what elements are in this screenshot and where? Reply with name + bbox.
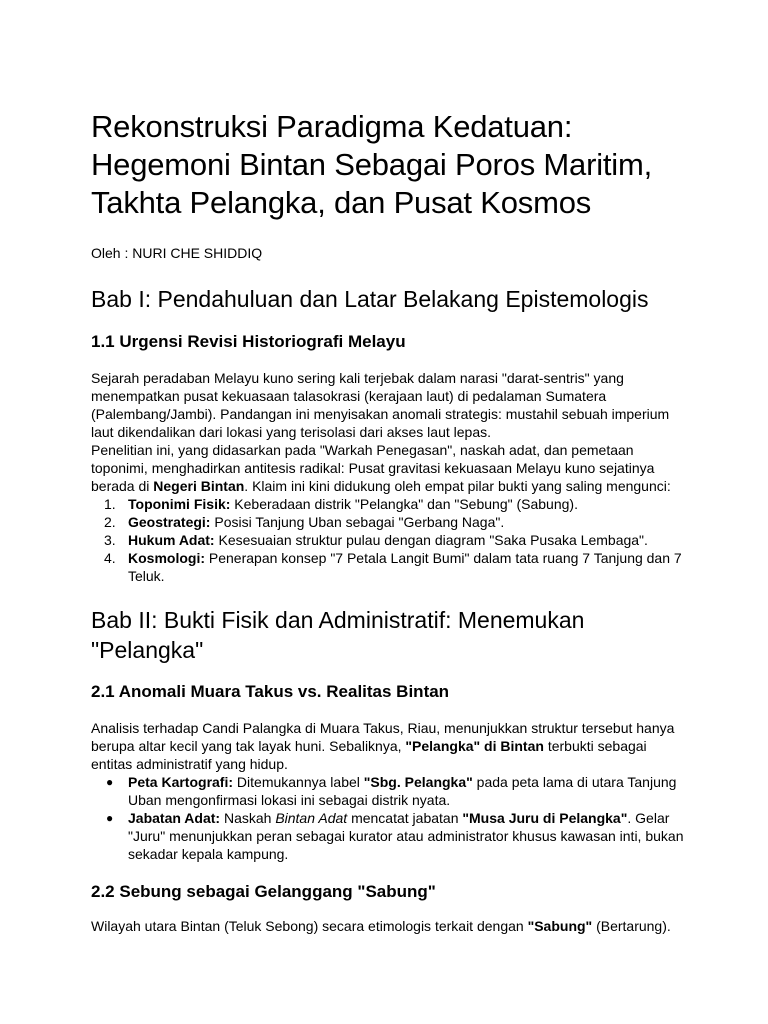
bold-term: "Musa Juru di Pelangka" bbox=[462, 810, 628, 826]
paragraph-text: (Bertarung). bbox=[592, 918, 671, 934]
list-item bbox=[91, 531, 691, 549]
list-item-text: Penerapan konsep "7 Petala Langit Bumi" dalam tata ruang 7 Tanjung dan 7 Teluk. bbox=[128, 550, 682, 584]
list-item-text: Naskah bbox=[220, 810, 276, 826]
document-content bbox=[91, 108, 691, 935]
list-number: 1. bbox=[104, 496, 116, 512]
list-item bbox=[91, 513, 691, 531]
list-item-text: pada peta lama di utara Tanjung Uban mengonfirmasi lokasi ini sebagai distrik nyata. bbox=[128, 774, 677, 808]
list-item-label: Geostrategi: bbox=[128, 514, 211, 530]
list-item-label: Jabatan Adat: bbox=[128, 810, 221, 826]
list-item bbox=[91, 809, 691, 863]
bold-term: Negeri Bintan bbox=[153, 478, 245, 494]
paragraph-text: Penelitian ini, yang didasarkan pada "Warkah Penegasan", naskah adat, dan pemetaan toponimi, menghadirkan antitesis radikal: Pusat gravitasi kekuasaan Melayu kuno sejatinya berada di bbox=[91, 442, 655, 494]
author-line: Oleh : NURI CHE SHIDDIQ bbox=[91, 245, 263, 261]
list-item bbox=[91, 549, 691, 585]
paragraph-text: terbukti sebagai entitas administratif yang hidup. bbox=[91, 738, 647, 772]
list-item-text: Ditemukannya label bbox=[233, 774, 364, 790]
list-number: 3. bbox=[104, 532, 116, 548]
section-2-2-heading: 2.2 Sebung sebagai Gelanggang "Sabung" bbox=[91, 882, 436, 901]
list-item bbox=[91, 495, 691, 513]
evidence-pillars-list bbox=[91, 495, 691, 585]
chapter-2-heading: Bab II: Bukti Fisik dan Administratif: Menemukan "Pelangka" bbox=[91, 607, 585, 663]
section-1-1-paragraph-1: Sejarah peradaban Melayu kuno sering kali terjebak dalam narasi "darat-sentris" yang menempatkan pusat kekuasaan talasokrasi (kerajaan laut) di pedalaman Sumatera (Palembang/Jambi). Pandangan ini menyisakan anomali strategis: mustahil sebuah imperium laut dikendalikan dari lokasi yang terisolasi dari akses laut lepas. bbox=[91, 370, 670, 440]
italic-term: Bintan Adat bbox=[275, 810, 348, 826]
bold-term: "Pelangka" di Bintan bbox=[405, 738, 544, 754]
section-2-1-paragraph-1 bbox=[91, 719, 691, 773]
list-item-text: Posisi Tanjung Uban sebagai "Gerbang Naga". bbox=[210, 514, 505, 530]
list-item-label: Hukum Adat: bbox=[128, 532, 215, 548]
bold-term: "Sabung" bbox=[527, 918, 593, 934]
list-item-text: Keberadaan distrik "Pelangka" dan "Sebung" (Sabung). bbox=[230, 496, 578, 512]
bold-term: "Sbg. Pelangka" bbox=[363, 774, 473, 790]
list-item-text: . Gelar "Juru" menunjukkan peran sebagai kurator atau administrator khusus kawasan inti, bukan sekadar kepala kampung. bbox=[128, 810, 684, 862]
list-number: 2. bbox=[104, 514, 116, 530]
bullet-icon: ● bbox=[106, 811, 114, 825]
section-2-1-heading: 2.1 Anomali Muara Takus vs. Realitas Bintan bbox=[91, 682, 450, 701]
chapter-1-heading: Bab I: Pendahuluan dan Latar Belakang Epistemologis bbox=[91, 286, 649, 312]
document-title: Rekonstruksi Paradigma Kedatuan: Hegemoni Bintan Sebagai Poros Maritim, Takhta Pelangka, dan Pusat Kosmos bbox=[91, 109, 653, 220]
list-item-label: Toponimi Fisik: bbox=[128, 496, 231, 512]
paragraph-text: Wilayah utara Bintan (Teluk Sebong) secara etimologis terkait dengan bbox=[91, 918, 528, 934]
list-item-label: Peta Kartografi: bbox=[128, 774, 234, 790]
list-number: 4. bbox=[104, 550, 116, 566]
section-1-1-paragraph-2 bbox=[91, 441, 691, 495]
section-2-2-paragraph-1 bbox=[91, 917, 691, 935]
section-1-1-heading: 1.1 Urgensi Revisi Historiografi Melayu bbox=[91, 332, 406, 351]
bullet-icon: ● bbox=[106, 775, 114, 789]
paragraph-text: . Klaim ini kini didukung oleh empat pilar bukti yang saling mengunci: bbox=[244, 478, 671, 494]
list-item-label: Kosmologi: bbox=[128, 550, 205, 566]
list-item-text: mencatat jabatan bbox=[347, 810, 463, 826]
list-item bbox=[91, 773, 691, 809]
evidence-bullet-list bbox=[91, 773, 691, 863]
paragraph-text: Analisis terhadap Candi Palangka di Muara Takus, Riau, menunjukkan struktur tersebut hanya berupa altar kecil yang tak layak huni. Sebaliknya, bbox=[91, 720, 675, 754]
list-item-text: Kesesuaian struktur pulau dengan diagram "Saka Pusaka Lembaga". bbox=[214, 532, 648, 548]
